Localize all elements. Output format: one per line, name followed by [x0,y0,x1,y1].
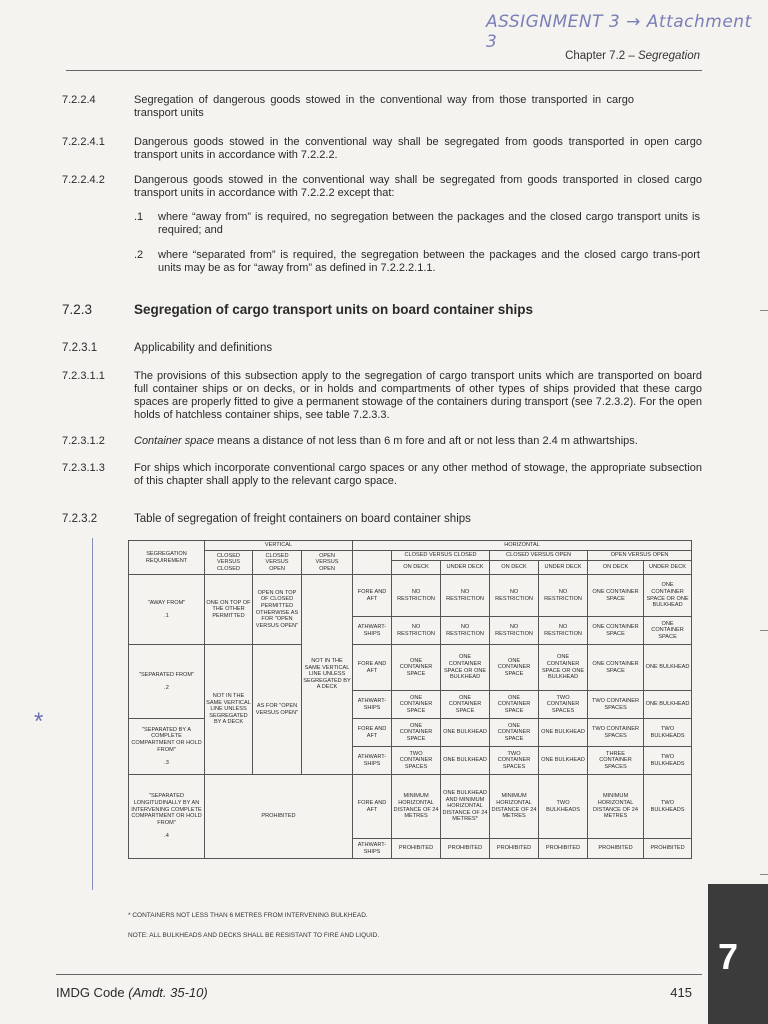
section-723: 7.2.3 Segregation of cargo transport units on board container ships [62,302,534,317]
cell: TWO CONTAINER SPACES [588,691,644,719]
sub-item-1: .1 where “away from” is required, no segregation between the packages and the closed cargo transport units is required; and [134,211,700,236]
cell: NO RESTRICTION [392,575,441,617]
cell: TWO CONTAINER SPACES [392,747,441,775]
cell: ONE BULKHEAD [539,747,588,775]
fore-aft-label: FORE AND AFT [353,775,392,839]
page-number: 415 [670,985,692,1000]
cell: TWO CONTAINER SPACES [490,747,539,775]
athwart-label: ATHWART-SHIPS [353,617,392,645]
cell: NO RESTRICTION [441,617,490,645]
cell: ONE CONTAINER SPACE [392,691,441,719]
clause-7231: 7.2.3.1 Applicability and definitions [62,342,273,354]
cell: ONE CONTAINER SPACE [392,719,441,747]
cell: ONE CONTAINER SPACE [490,719,539,747]
header-on-deck: ON DECK [588,561,644,575]
segregation-table [128,540,692,859]
margin-asterisk: * [34,708,44,735]
cell: ONE CONTAINER SPACE OR ONE BULKHEAD [441,645,490,691]
clause-72311: 7.2.3.1.1 The provisions of this subsection apply to the segregation of cargo transport units which are transported on board full container ships or on decks, or in holds and compartments of other types of ships provided that these cargo spaces are properly fitted to give a permanent stowage of the containers during transport (see 7.2.3.2). For the open holds of hatchless container ships, see table 7.2.3.3. [62,370,702,421]
cell: PROHIBITED [588,839,644,859]
cell: THREE CONTAINER SPACES [588,747,644,775]
athwart-label: ATHWART-SHIPS [353,747,392,775]
header-v-closed-open: CLOSED VERSUS OPEN [253,551,302,575]
cell: NO RESTRICTION [441,575,490,617]
header-vertical: VERTICAL [205,541,353,551]
v-oo-all: NOT IN THE SAME VERTICAL LINE UNLESS SEGREGATED BY A DECK [302,575,353,775]
cell: NO RESTRICTION [490,575,539,617]
footer-code: IMDG Code (Amdt. 35-10) [56,985,208,1000]
cell: ONE CONTAINER SPACE [588,617,644,645]
cell: ONE BULKHEAD [441,719,490,747]
cell: PROHIBITED [644,839,692,859]
cell: MINIMUM HORIZONTAL DISTANCE OF 24 METRES [588,775,644,839]
clause-72313: 7.2.3.1.3 For ships which incorporate conventional cargo spaces or any other method of stowage, the appropriate subsection of this chapter shall apply to the relevant cargo space. [62,462,702,487]
athwart-label: ATHWART-SHIPS [353,691,392,719]
table-footnote: * CONTAINERS NOT LESS THAN 6 METRES FROM INTERVENING BULKHEAD. [128,912,368,919]
fore-aft-label: FORE AND AFT [353,719,392,747]
row-separated-from: "SEPARATED FROM" .2 [129,645,205,719]
cell: MINIMUM HORIZONTAL DISTANCE OF 24 METRES [490,775,539,839]
header-h-cvc: CLOSED VERSUS CLOSED [392,551,490,561]
clause-7224: 7.2.2.4 Segregation of dangerous goods stowed in the conventional way from those transported in cargo transport units [62,94,634,119]
header-under-deck: UNDER DECK [539,561,588,575]
header-v-closed-closed: CLOSED VERSUS CLOSED [205,551,253,575]
cell: TWO BULKHEADS [644,719,692,747]
cell: NO RESTRICTION [392,617,441,645]
header-under-deck: UNDER DECK [644,561,692,575]
cell: NO RESTRICTION [539,575,588,617]
header-requirement: SEGREGATION REQUIREMENT [129,541,205,575]
cell: NO RESTRICTION [490,617,539,645]
cell: ONE BULKHEAD [644,691,692,719]
header-h-ovo: OPEN VERSUS OPEN [588,551,692,561]
header-on-deck: ON DECK [392,561,441,575]
header-rule [66,70,702,71]
fore-aft-label: FORE AND AFT [353,645,392,691]
cell: ONE BULKHEAD [539,719,588,747]
cell: ONE CONTAINER SPACE [644,617,692,645]
clause-7232: 7.2.3.2 Table of segregation of freight containers on board container ships [62,513,471,525]
clause-72241: 7.2.2.4.1 Dangerous goods stowed in the conventional way shall be segregated from goods transported in open cargo transport units in accordance with 7.2.2.2. [62,136,702,161]
cell: ONE CONTAINER SPACE [588,645,644,691]
cell: ONE CONTAINER SPACE [441,691,490,719]
cell: ONE CONTAINER SPACE [392,645,441,691]
fore-aft-label: FORE AND AFT [353,575,392,617]
chapter-tab: 7 [708,884,768,1024]
clause-72312: 7.2.3.1.2 Container space means a distance of not less than 6 m fore and aft or not less than 2.4 m athwartships. [62,435,638,447]
header-under-deck: UNDER DECK [441,561,490,575]
cell: TWO BULKHEADS [539,775,588,839]
cell: ONE CONTAINER SPACE [490,691,539,719]
header-blank [353,551,392,575]
row-separated-by-compartment: "SEPARATED BY A COMPLETE COMPARTMENT OR HOLD FROM" .3 [129,719,205,775]
footer-rule [56,974,702,975]
cell: ONE CONTAINER SPACE [588,575,644,617]
header-h-cvo: CLOSED VERSUS OPEN [490,551,588,561]
row-away-from: "AWAY FROM" .1 [129,575,205,645]
sub-item-2: .2 where “separated from” is required, the segregation between the packages and the closed cargo trans-port units may be as for “away from” as defined in 7.2.2.2.1.1. [134,249,700,274]
cell: ONE CONTAINER SPACE OR ONE BULKHEAD [539,645,588,691]
cell: ONE BULKHEAD [441,747,490,775]
edge-mark [760,310,768,311]
header-horizontal: HORIZONTAL [353,541,692,551]
edge-mark [760,874,768,875]
v-cc-away-from: ONE ON TOP OF THE OTHER PERMITTED [205,575,253,645]
cell: TWO BULKHEADS [644,747,692,775]
cell: ONE BULKHEAD AND MINIMUM HORIZONTAL DISTANCE OF 24 METRES* [441,775,490,839]
v-co-separated: AS FOR "OPEN VERSUS OPEN" [253,645,302,775]
header-v-open-open: OPEN VERSUS OPEN [302,551,353,575]
row-separated-longitudinally: "SEPARATED LONGITUDINALLY BY AN INTERVENING COMPLETE COMPARTMENT OR HOLD FROM" .4 [129,775,205,859]
chapter-header: Chapter 7.2 – Segregation [565,50,700,62]
clause-72242: 7.2.2.4.2 Dangerous goods stowed in the conventional way shall be segregated from goods transported in closed cargo transport units in accordance with 7.2.2.2 except that: [62,174,702,199]
header-on-deck: ON DECK [490,561,539,575]
cell: NO RESTRICTION [539,617,588,645]
cell: PROHIBITED [441,839,490,859]
athwart-label: ATHWART-SHIPS [353,839,392,859]
cell: PROHIBITED [392,839,441,859]
margin-line [92,538,93,890]
v-prohibited: PROHIBITED [205,775,353,859]
cell: MINIMUM HORIZONTAL DISTANCE OF 24 METRES [392,775,441,839]
table-note: NOTE: ALL BULKHEADS AND DECKS SHALL BE RESISTANT TO FIRE AND LIQUID. [128,932,380,939]
v-co-away-from: OPEN ON TOP OF CLOSED PERMITTED OTHERWISE AS FOR "OPEN VERSUS OPEN" [253,575,302,645]
edge-mark [760,630,768,631]
cell: ONE CONTAINER SPACE [490,645,539,691]
cell: TWO CONTAINER SPACES [588,719,644,747]
v-cc-separated: NOT IN THE SAME VERTICAL LINE UNLESS SEGREGATED BY A DECK [205,645,253,775]
cell: ONE CONTAINER SPACE OR ONE BULKHEAD [644,575,692,617]
cell: TWO CONTAINER SPACES [539,691,588,719]
cell: PROHIBITED [539,839,588,859]
cell: ONE BULKHEAD [644,645,692,691]
cell: PROHIBITED [490,839,539,859]
handwritten-note: ASSIGNMENT 3 → Attachment 3 [486,12,752,52]
cell: TWO BULKHEADS [644,775,692,839]
